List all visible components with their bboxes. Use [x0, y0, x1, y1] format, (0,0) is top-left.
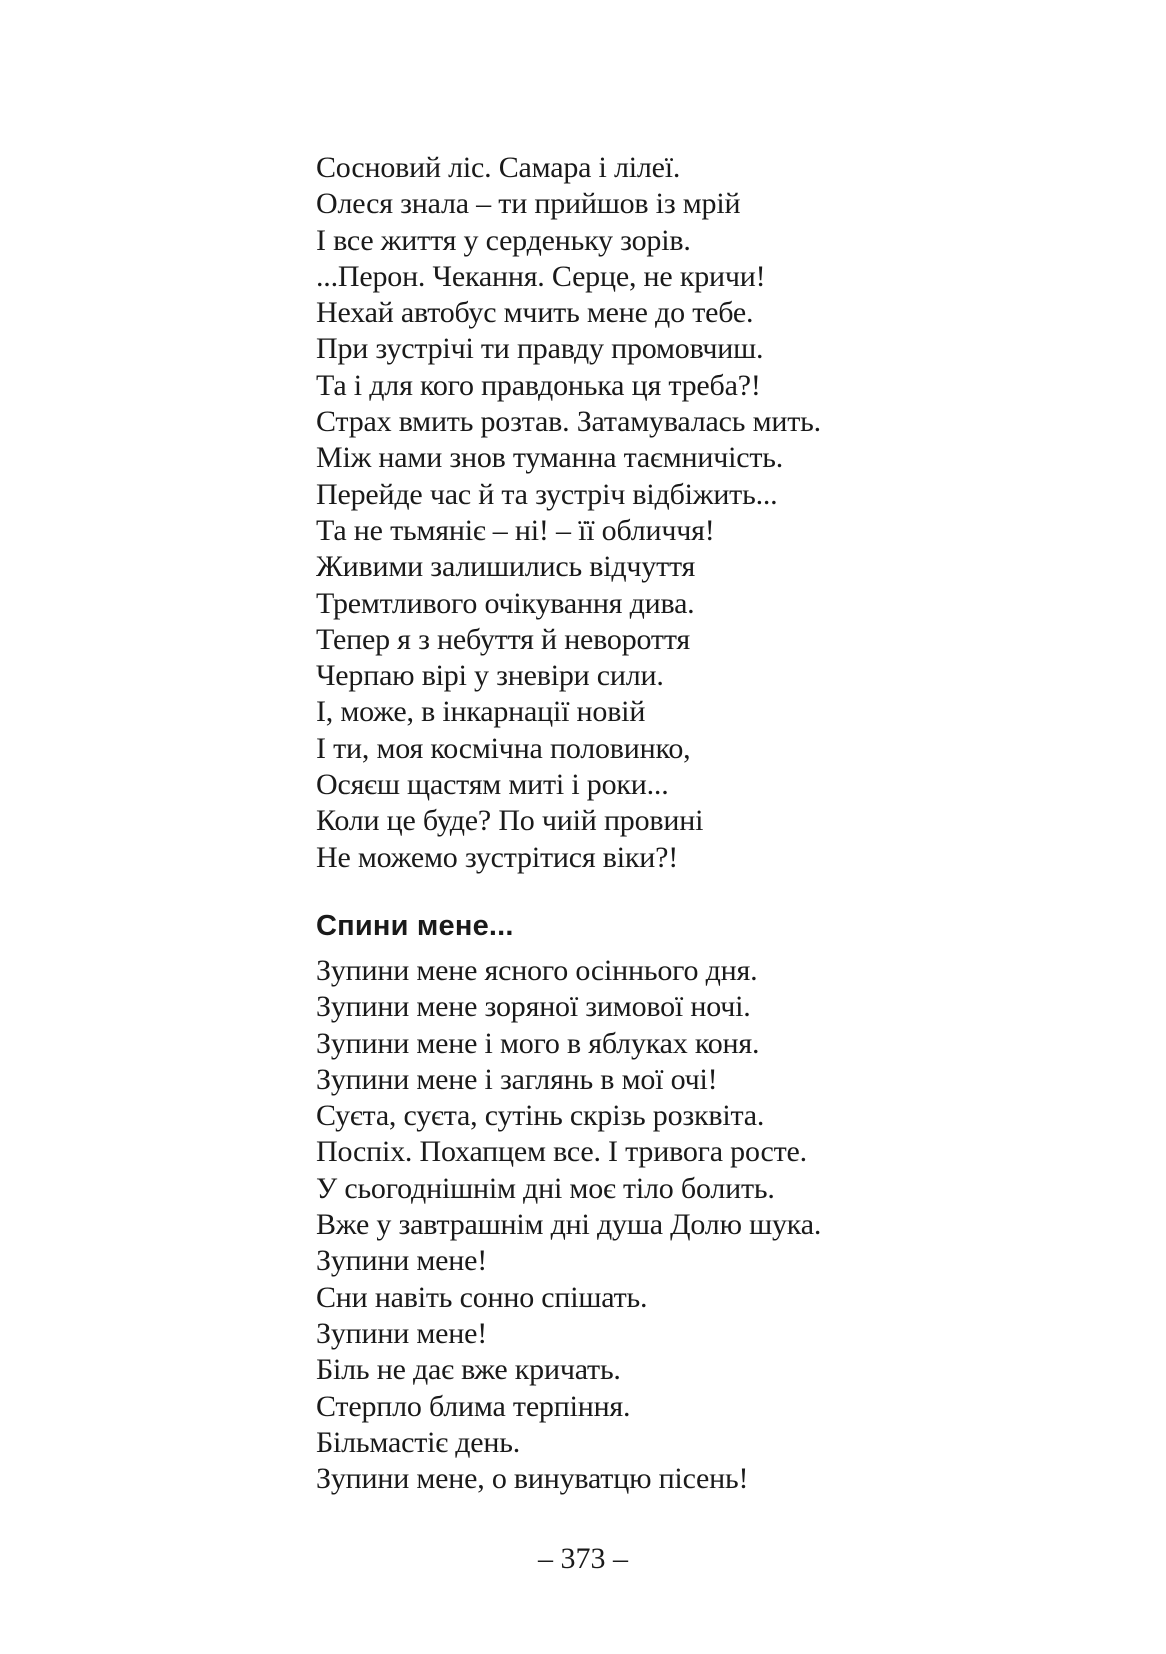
poem-line: І все життя у серденьку зорів. [316, 223, 691, 257]
poem-line: Зупини мене! [316, 1244, 488, 1278]
poem-line: Тепер я з небуття й невороття [316, 622, 690, 656]
poem-line: ...Перон. Чекання. Серце, не кричи! [316, 259, 766, 293]
poem-line: Більмастіє день. [316, 1425, 521, 1459]
poem-line: Біль не дає вже кричать. [316, 1353, 621, 1387]
poem-line: Та і для кого правдонька ця треба?! [316, 368, 761, 402]
poem-line: Стерпло блима терпіння. [316, 1389, 631, 1423]
poem-line: Черпаю вірі у зневіри сили. [316, 659, 664, 693]
poem-line: Не можемо зустрітися віки?! [316, 840, 679, 874]
poem-line: Страх вмить розтав. Затамувалась мить. [316, 405, 821, 439]
poem-line: Зупини мене і заглянь в мої очі! [316, 1062, 718, 1096]
poem-line: Зупини мене і мого в яблуках коня. [316, 1026, 760, 1060]
poem-line: І ти, моя космічна половинко, [316, 731, 691, 765]
poem-line: Зупини мене зоряної зимової ночі. [316, 990, 751, 1024]
poem-line: Осяєш щастям миті і роки... [316, 768, 669, 802]
poem-line: Тремтливого очікування дива. [316, 586, 695, 620]
poem-line: Зупини мене, о винуватцю пісень! [316, 1462, 749, 1496]
poem-line: Нехай автобус мчить мене до тебе. [316, 296, 754, 330]
poem-line: Живими залишились відчуття [316, 550, 696, 584]
poem-line: Вже у завтрашнім дні душа Долю шука. [316, 1208, 822, 1242]
poem-title: Спини мене... [316, 910, 514, 942]
second-poem-stanza [316, 953, 821, 1497]
poem-line: Сосновий ліс. Самара і лілеї. [316, 151, 681, 184]
poem-line: Зупини мене! [316, 1316, 488, 1350]
poem-line: У сьогоднішнім дні моє тіло болить. [316, 1171, 775, 1205]
poem-line: І, може, в інкарнації новій [316, 695, 646, 729]
continued-poem-stanza [316, 150, 821, 876]
poem-line: Перейде час й та зустріч відбіжить... [316, 477, 778, 511]
poem-line: При зустрічі ти правду промовчиш. [316, 332, 764, 366]
poem-line: Коли це буде? По чиій провині [316, 804, 704, 838]
page-number: – 373 – [538, 1542, 628, 1575]
poem-line: Поспіх. Похапцем все. І тривога росте. [316, 1135, 807, 1169]
poem-line: Олеся знала – ти прийшов із мрій [316, 187, 741, 221]
poem-line: Зупини мене ясного осіннього дня. [316, 954, 758, 987]
poem-line: Суєта, суєта, сутінь скрізь розквіта. [316, 1099, 765, 1133]
poem-line: Сни навіть сонно спішать. [316, 1280, 648, 1314]
poem-line: Між нами знов туманна таємничість. [316, 441, 784, 475]
poem-line: Та не тьмяніє – ні! – її обличчя! [316, 513, 715, 547]
